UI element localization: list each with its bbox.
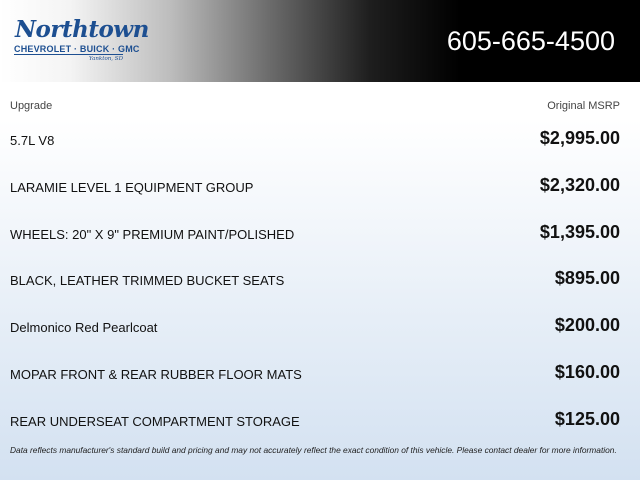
header-banner bbox=[0, 0, 640, 82]
upgrade-price: $200.00 bbox=[554, 315, 620, 336]
upgrade-price: $1,395.00 bbox=[539, 221, 620, 242]
dealer-logo bbox=[13, 16, 149, 64]
upgrade-name: 5.7L V8 bbox=[10, 133, 55, 148]
upgrade-list bbox=[0, 118, 640, 446]
dealer-phone: 605-665-4500 bbox=[446, 26, 615, 56]
upgrade-price: $125.00 bbox=[554, 408, 620, 429]
upgrade-row bbox=[0, 118, 640, 165]
upgrade-row bbox=[0, 258, 640, 305]
upgrade-row bbox=[0, 212, 640, 259]
upgrade-name: LARAMIE LEVEL 1 EQUIPMENT GROUP bbox=[10, 179, 254, 195]
upgrade-price: $160.00 bbox=[554, 361, 620, 382]
msrp-column-header: Original MSRP bbox=[547, 100, 620, 112]
disclaimer-text: Data reflects manufacturer's standard build and pricing and may not accurately reflect the exact condition of this vehicle. Please contact dealer for more information. bbox=[10, 445, 617, 455]
upgrade-name: REAR UNDERSEAT COMPARTMENT STORAGE bbox=[10, 413, 300, 429]
upgrade-name: MOPAR FRONT & REAR RUBBER FLOOR MATS bbox=[10, 366, 302, 382]
upgrade-row bbox=[0, 352, 640, 399]
logo-location: Yankton, SD bbox=[88, 56, 123, 62]
upgrade-row bbox=[0, 305, 640, 352]
logo-brands: CHEVROLET · BUICK · GMC bbox=[14, 44, 140, 54]
upgrade-price: $2,320.00 bbox=[539, 174, 620, 195]
upgrade-price: $2,995.00 bbox=[539, 128, 620, 148]
upgrade-row bbox=[0, 165, 640, 212]
upgrade-name: BLACK, LEATHER TRIMMED BUCKET SEATS bbox=[10, 273, 285, 289]
logo-name: Northtown bbox=[15, 16, 149, 43]
logo-divider bbox=[14, 54, 123, 55]
upgrade-column-header: Upgrade bbox=[10, 100, 53, 112]
upgrade-name: WHEELS: 20" X 9" PREMIUM PAINT/POLISHED bbox=[10, 226, 295, 242]
upgrade-name: Delmonico Red Pearlcoat bbox=[10, 320, 158, 336]
upgrade-price: $895.00 bbox=[554, 268, 620, 289]
upgrade-row bbox=[0, 399, 640, 446]
